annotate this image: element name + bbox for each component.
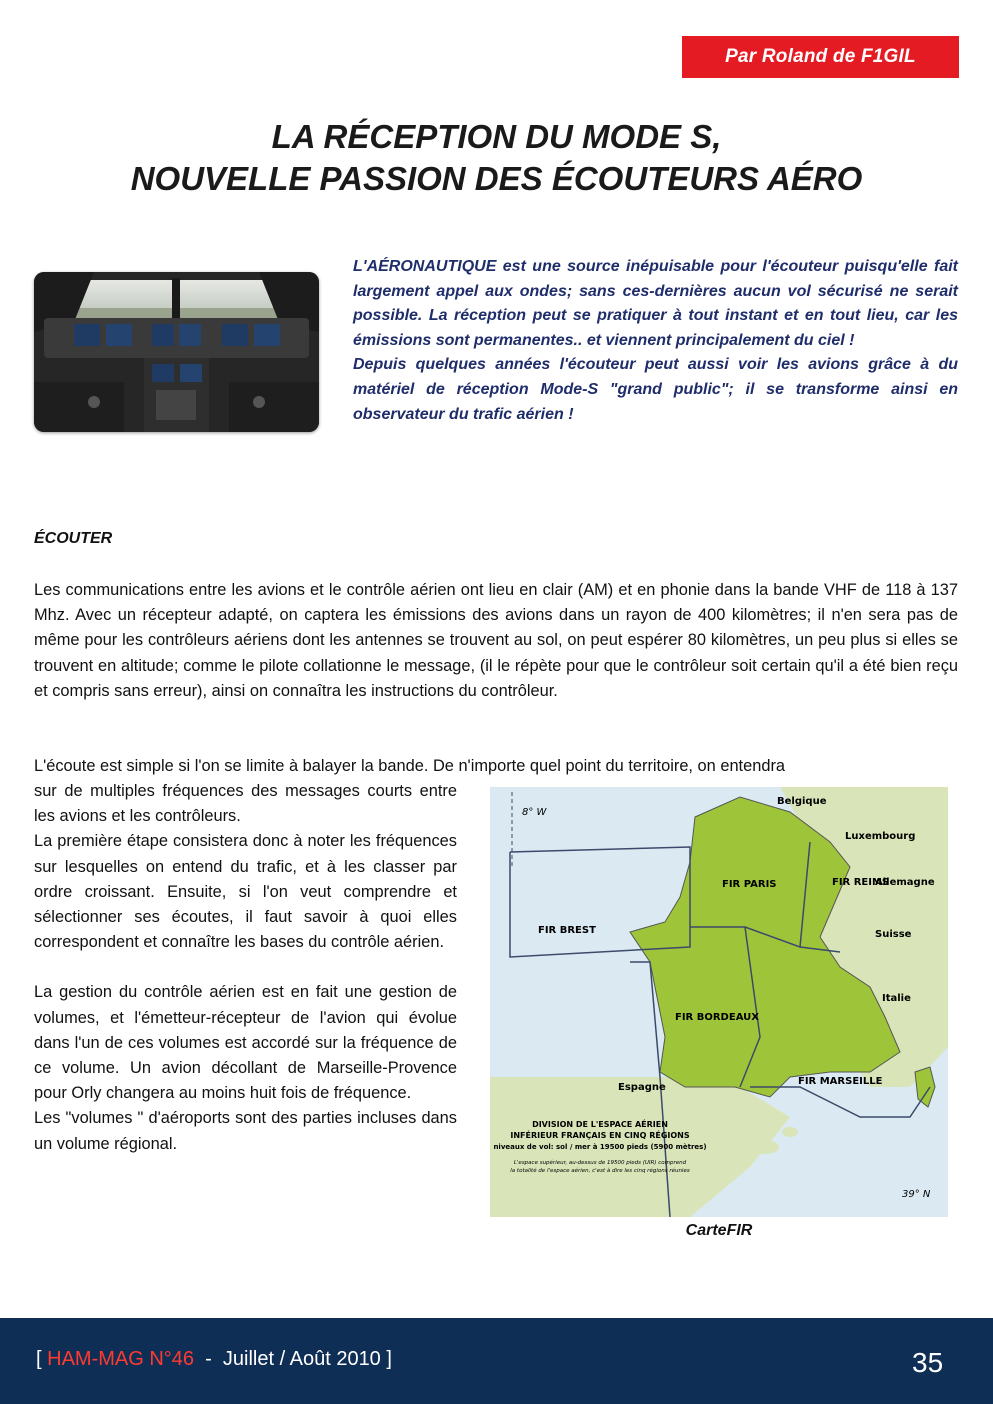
map-label-fir-paris: FIR PARIS <box>722 879 777 890</box>
body-paragraph-1: Les communications entre les avions et le contrôle aérien ont lieu en clair (AM) et en phonie dans la bande VHF de 118 à 137 Mhz. Avec un récepteur adapté, on captera les émissions des avions dans un rayon de 400 kilomètres; il n'en sera pas de même pour les contrôleurs aériens dont les antennes se trouvent au sol, on peut espérer 80 kilomètres, un peu plus si elles se trouvent en altitude; comme le pilote collationne le message, (il le répète pour que le contrôleur soit certain qu'il a été bien reçu et compris sans erreur), ainsi on connaîtra les instructions du contrôleur. <box>34 581 958 700</box>
map-legend-title: DIVISION DE L'ESPACE AÉRIEN <box>532 1120 668 1129</box>
body-paragraph-1-block <box>34 578 958 704</box>
body-paragraph-2-rest: sur de multiples fréquences des messages courts entre les avions et les contrôleurs. <box>34 782 457 826</box>
intro-block <box>353 255 958 427</box>
map-label-fir-brest: FIR BREST <box>538 925 596 936</box>
map-label-fir-bordeaux: FIR BORDEAUX <box>675 1012 759 1023</box>
body-paragraph-2-start: L'écoute est simple si l'on se limite à balayer la bande. De n'importe quel point du territoire, on entendra <box>34 757 786 775</box>
map-caption: CarteFIR <box>685 1222 753 1239</box>
map-label-allemagne: Allemagne <box>875 877 935 888</box>
map-legend-line-2: INFÉRIEUR FRANÇAIS EN CINQ RÉGIONS <box>510 1131 690 1140</box>
map-label-luxembourg: Luxembourg <box>845 831 916 842</box>
map-legend-line-3: niveaux de vol: sol / mer à 19500 pieds (5900 mètres) <box>493 1143 707 1151</box>
page-number: 35 <box>912 1347 944 1378</box>
body-paragraph-4: La gestion du contrôle aérien est en fait une gestion de volumes, et l'émetteur-récepteur de l'avion qui évolue dans l'un de ces volumes est accordé sur la fréquence de ce volume. Un avion décollant de Marseille-Provence pour Orly changera au moins huit fois de fréquence. <box>34 983 457 1103</box>
intro-paragraph-2: Depuis quelques années l'écouteur peut aussi voir les avions grâce à du matériel de réception Mode-S "grand public"; il se transforme ainsi en observateur du trafic aérien ! <box>353 356 958 423</box>
map-label-italie: Italie <box>882 993 911 1004</box>
map-legend-note-1: L'espace supérieur, au-dessus de 19500 pieds (UIR) comprend <box>513 1160 687 1166</box>
left-column <box>34 779 457 1157</box>
article-title <box>0 116 993 200</box>
fir-map <box>490 787 948 1217</box>
title-line-1: LA RÉCEPTION DU MODE S, <box>271 118 722 155</box>
footer-magazine: HAM-MAG N°46 <box>47 1348 195 1370</box>
footer-bracket-open: [ <box>36 1348 48 1370</box>
title-line-2: NOUVELLE PASSION DES ÉCOUTEURS AÉRO <box>130 160 863 197</box>
body-paragraph-5: Les "volumes " d'aéroports sont des parties incluses dans un volume régional. <box>34 1109 457 1153</box>
map-latitude-label: 39° N <box>902 1189 931 1200</box>
body-paragraph-3: La première étape consistera donc à noter les fréquences sur lesquelles on entend du trafic, et à les classer par ordre croissant. Ensuite, si l'on veut comprendre et sélectionner ses écoutes, il faut savoir à quoi elles correspondent et connaître les bases du contrôle aérien. <box>34 832 457 952</box>
map-legend-note-2: la totalité de l'espace aérien, c'est à dire les cinq régions réunies <box>510 1168 690 1174</box>
footer-issue <box>36 1348 392 1371</box>
cockpit-photo <box>34 272 319 432</box>
map-label-fir-reims: FIR REIMS <box>832 877 890 888</box>
footer-date: - Juillet / Août 2010 ] <box>194 1348 392 1370</box>
body-paragraph-2-start-block <box>34 754 958 779</box>
map-label-espagne: Espagne <box>618 1082 666 1093</box>
map-longitude-label: 8° W <box>522 807 547 818</box>
map-label-fir-marseille: FIR MARSEILLE <box>798 1076 883 1087</box>
intro-paragraph-1: L'AÉRONAUTIQUE est une source inépuisable pour l'écouteur puisqu'elle fait largement appel aux ondes; sans ces-dernières aucun vol sécurisé ne serait possible. La réception peut se pratiquer à tout instant et en tout lieu, car les émissions sont permanentes.. et viennent principalement du ciel ! <box>353 258 958 349</box>
section-heading: ÉCOUTER <box>34 530 113 547</box>
author-badge: Par Roland de F1GIL <box>682 36 959 78</box>
map-label-suisse: Suisse <box>875 929 912 940</box>
map-label-belgique: Belgique <box>777 796 827 807</box>
